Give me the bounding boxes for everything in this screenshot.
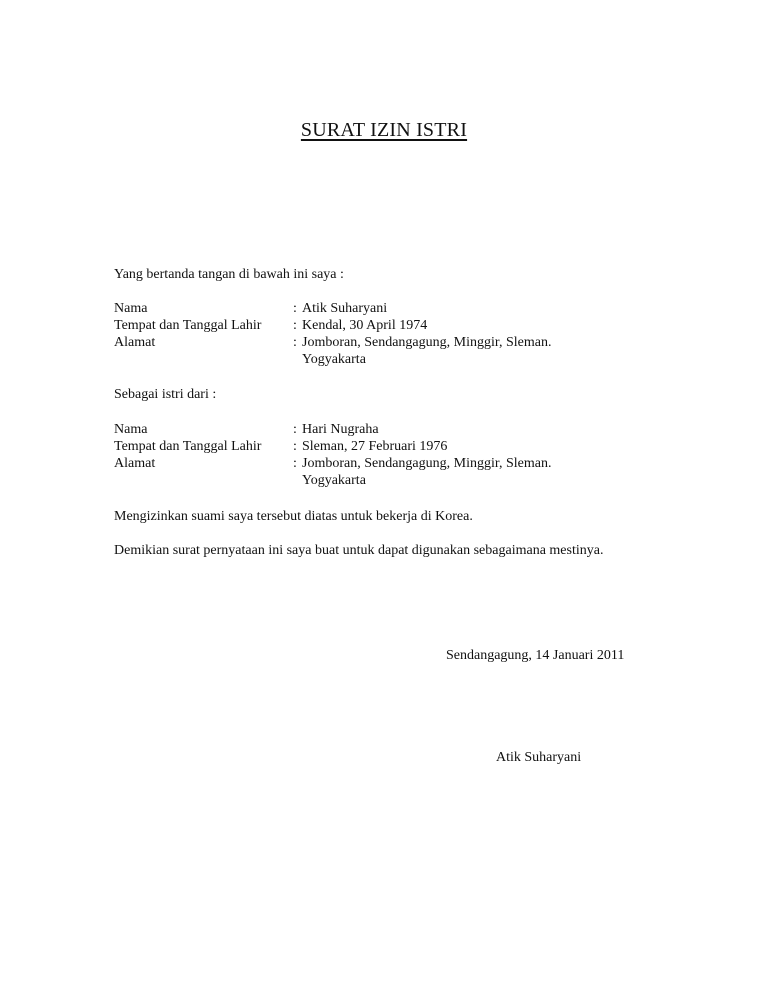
closing-text: Demikian surat pernyataan ini saya buat untuk dapat digunakan sebagaimana mestinya. — [114, 543, 604, 558]
husband-name-row — [114, 421, 551, 438]
separator: : — [293, 335, 297, 350]
wife-address-line1: Jomboran, Sendangagung, Minggir, Sleman. — [302, 335, 552, 350]
husband-name-label: Nama — [114, 422, 148, 437]
husband-identity-block — [114, 421, 551, 489]
husband-address-label: Alamat — [114, 456, 156, 471]
place-date: Sendangagung, 14 Januari 2011 — [446, 648, 625, 663]
wife-birth-value: Kendal, 30 April 1974 — [302, 318, 428, 333]
wife-name-row — [114, 300, 551, 317]
wife-name-value: Atik Suharyani — [302, 301, 388, 316]
wife-name-label: Nama — [114, 301, 148, 316]
signer-name: Atik Suharyani — [496, 750, 582, 765]
letter-title: SURAT IZIN ISTRI — [300, 119, 468, 141]
wife-birth-label: Tempat dan Tanggal Lahir — [114, 318, 262, 333]
husband-birth-value: Sleman, 27 Februari 1976 — [302, 439, 448, 454]
wife-address-row — [114, 334, 551, 368]
wife-address-label: Alamat — [114, 335, 156, 350]
husband-birth-row — [114, 438, 551, 455]
husband-name-value: Hari Nugraha — [302, 422, 379, 437]
wife-address-line2: Yogyakarta — [302, 352, 366, 367]
separator: : — [293, 422, 297, 437]
wife-birth-row — [114, 317, 551, 334]
intro-text: Yang bertanda tangan di bawah ini saya : — [114, 267, 344, 282]
separator: : — [293, 318, 297, 333]
separator: : — [293, 301, 297, 316]
separator: : — [293, 456, 297, 471]
husband-address-line2: Yogyakarta — [302, 473, 366, 488]
wife-address-value — [302, 334, 551, 368]
husband-address-row — [114, 455, 551, 489]
husband-birth-label: Tempat dan Tanggal Lahir — [114, 439, 262, 454]
as-wife-of-text: Sebagai istri dari : — [114, 387, 217, 402]
separator: : — [293, 439, 297, 454]
husband-address-line1: Jomboran, Sendangagung, Minggir, Sleman. — [302, 456, 552, 471]
permission-text: Mengizinkan suami saya tersebut diatas untuk bekerja di Korea. — [114, 509, 473, 524]
wife-identity-block — [114, 300, 551, 368]
husband-address-value — [302, 455, 551, 489]
